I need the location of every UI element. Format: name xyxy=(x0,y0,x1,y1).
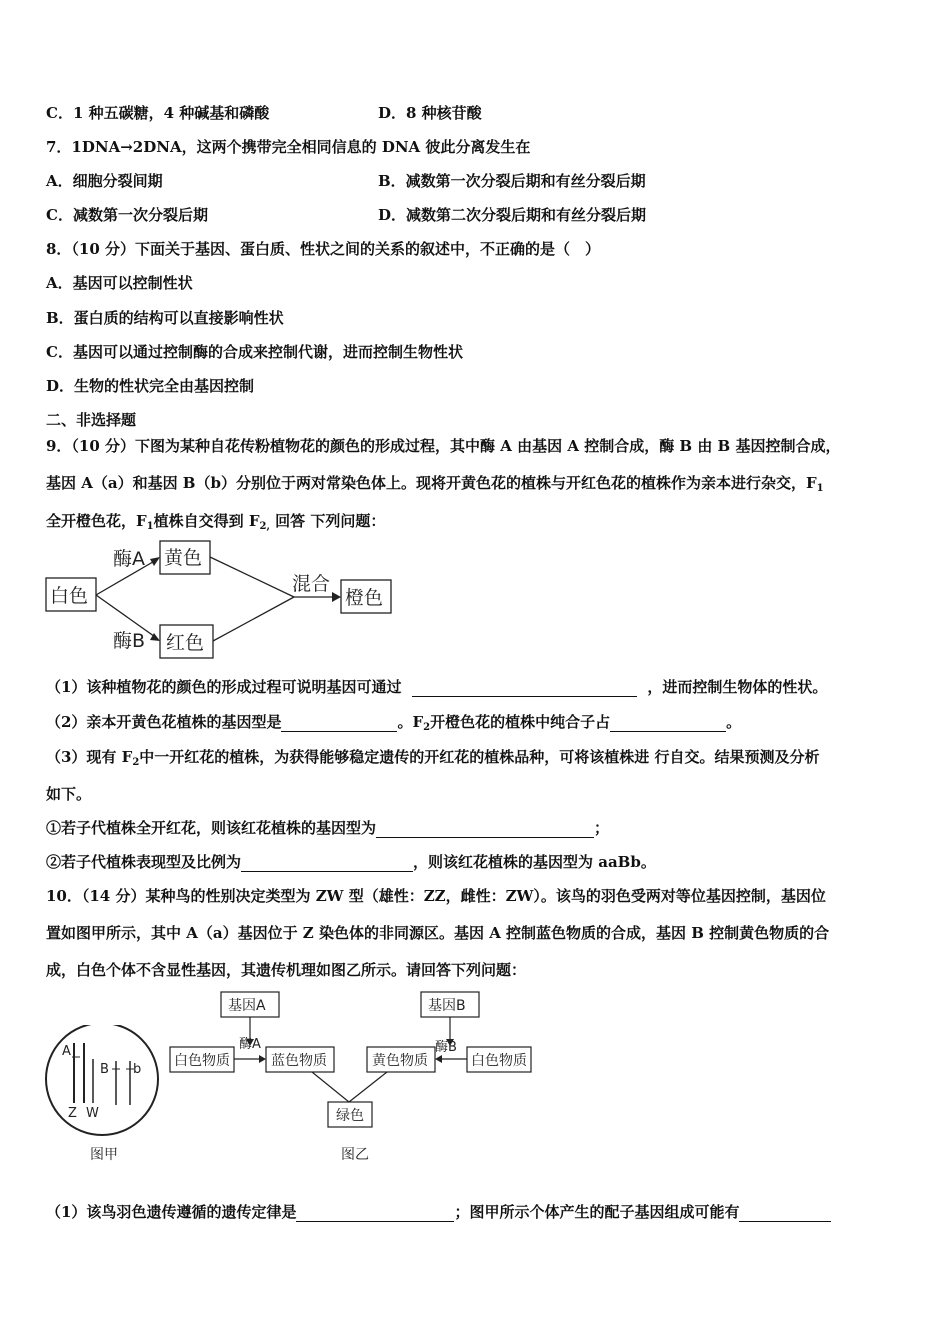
q9-stem-line1: 9．（10 分）下图为某种自花传粉植物花的颜色的形成过程，其中酶 A 由基因 A 控制合成，酶 B 由 B 基因控制合成， xyxy=(46,437,841,455)
enzyme-b-label: 酶B xyxy=(435,1040,457,1055)
allele-b-upper-label: B xyxy=(100,1062,109,1077)
q8-option-d: D．生物的性状完全由基因控制 xyxy=(46,377,255,395)
flower-color-diagram xyxy=(40,535,410,665)
enzyme-a-label: 酶A xyxy=(239,1037,261,1052)
section-heading: 二、非选择题 xyxy=(46,411,137,429)
answer-blank[interactable] xyxy=(241,853,413,872)
q10-stem-line3: 成，白色个体不含显性基因，其遗传机理如图乙所示。请回答下列问题： xyxy=(46,961,527,979)
answer-blank[interactable] xyxy=(376,819,594,838)
answer-blank[interactable] xyxy=(281,713,397,732)
q9-part3: （3）现有 $F_2$中一开红花的植株，为获得能够稳定遗传的开红花的植株品种，可将该植株进 行自交。结果预测及分析 xyxy=(46,748,820,768)
figure-a-chromosome-cell xyxy=(40,1025,165,1170)
answer-blank[interactable] xyxy=(610,713,726,732)
q7-option-c: C．减数第一次分裂后期 xyxy=(46,206,208,224)
yellow-label: 黄色 xyxy=(164,547,203,569)
white-label: 白色 xyxy=(50,585,89,607)
white-substance-right-label: 白色物质 xyxy=(471,1053,527,1069)
q7-option-b: B．减数第一次分裂后期和有丝分裂后期 xyxy=(378,172,646,190)
q9-stem-line2: 基因 A（a）和基因 B（b）分别位于两对常染色体上。现将开黄色花的植株与开红色花的植株作为亲本进行杂交，$F_1$ xyxy=(46,474,824,494)
q7-option-d: D．减数第二次分裂后期和有丝分裂后期 xyxy=(378,206,647,224)
gene-a-label: 基因A xyxy=(228,998,266,1014)
white-substance-left-label: 白色物质 xyxy=(174,1053,230,1069)
q8-option-b: B．蛋白质的结构可以直接影响性状 xyxy=(46,309,284,327)
q8-stem: 8．（10 分）下面关于基因、蛋白质、性状之间的关系的叙述中，不正确的是（ ） xyxy=(46,240,601,258)
yellow-substance-label: 黄色物质 xyxy=(372,1053,428,1069)
figure-b-color-pathway xyxy=(165,985,540,1165)
figure-a-caption: 图甲 xyxy=(90,1147,118,1163)
blue-substance-label: 蓝色物质 xyxy=(271,1053,327,1069)
q7-stem: 7．1DNA→2DNA，这两个携带完全相同信息的 DNA 彼此分离发生在 xyxy=(46,138,531,156)
q8-option-a: A．基因可以控制性状 xyxy=(46,274,193,292)
q7-option-a: A．细胞分裂间期 xyxy=(46,172,163,190)
q6-option-c: C．1 种五碳糖，4 种碱基和磷酸 xyxy=(46,104,270,122)
green-label: 绿色 xyxy=(336,1108,364,1124)
answer-blank[interactable] xyxy=(296,1203,454,1222)
q6-option-d: D．8 种核苷酸 xyxy=(378,104,482,122)
gene-b-label: 基因B xyxy=(428,998,466,1014)
orange-label: 橙色 xyxy=(345,587,384,609)
q10-part1: （1）该鸟羽色遗传遵循的遗传定律是 ；图甲所示个体产生的配子基因组成可能有 xyxy=(46,1201,831,1222)
q9-result2: ②若子代植株表现型及比例为 ，则该红花植株的基因型为 aaBb。 xyxy=(46,853,656,871)
answer-blank[interactable] xyxy=(739,1203,831,1222)
q9-part1: （1）该种植物花的颜色的形成过程可说明基因可通过 ，进而控制生物体的性状。 xyxy=(46,678,828,696)
red-label: 红色 xyxy=(166,632,205,654)
q9-part3-cont: 如下。 xyxy=(46,785,92,803)
q9-part2: （2）亲本开黄色花植株的基因型是 。$F_2$开橙色花的植株中纯合子占 。 xyxy=(46,713,742,733)
q10-stem-line1: 10．（14 分）某种鸟的性别决定类型为 ZW 型（雄性：ZZ，雌性：ZW）。该鸟的羽色受两对等位基因控制，基因位 xyxy=(46,887,826,905)
z-chromosome-label: Z xyxy=(68,1106,77,1121)
w-chromosome-label: W xyxy=(86,1106,99,1121)
q8-option-c: C．基因可以通过控制酶的合成来控制代谢，进而控制生物性状 xyxy=(46,343,463,361)
q9-result1: ①若子代植株全开红花，则该红花植株的基因型为 ； xyxy=(46,819,610,837)
mix-label: 混合 xyxy=(292,573,331,595)
allele-b-lower-label: b xyxy=(133,1062,142,1077)
q9-stem-line3: 全开橙色花，$F_1$植株自交得到 $F_{2,}$ 回答 下列问题： xyxy=(46,512,386,532)
enzyme-b-label: 酶B xyxy=(113,630,146,652)
q10-stem-line2: 置如图甲所示，其中 A（a）基因位于 Z 染色体的非同源区。基因 A 控制蓝色物质的合成，基因 B 控制黄色物质的合 xyxy=(46,924,830,942)
figure-b-caption: 图乙 xyxy=(341,1147,369,1163)
answer-blank[interactable] xyxy=(412,678,637,697)
allele-a-label: A xyxy=(62,1044,71,1059)
enzyme-a-label: 酶A xyxy=(113,548,145,570)
